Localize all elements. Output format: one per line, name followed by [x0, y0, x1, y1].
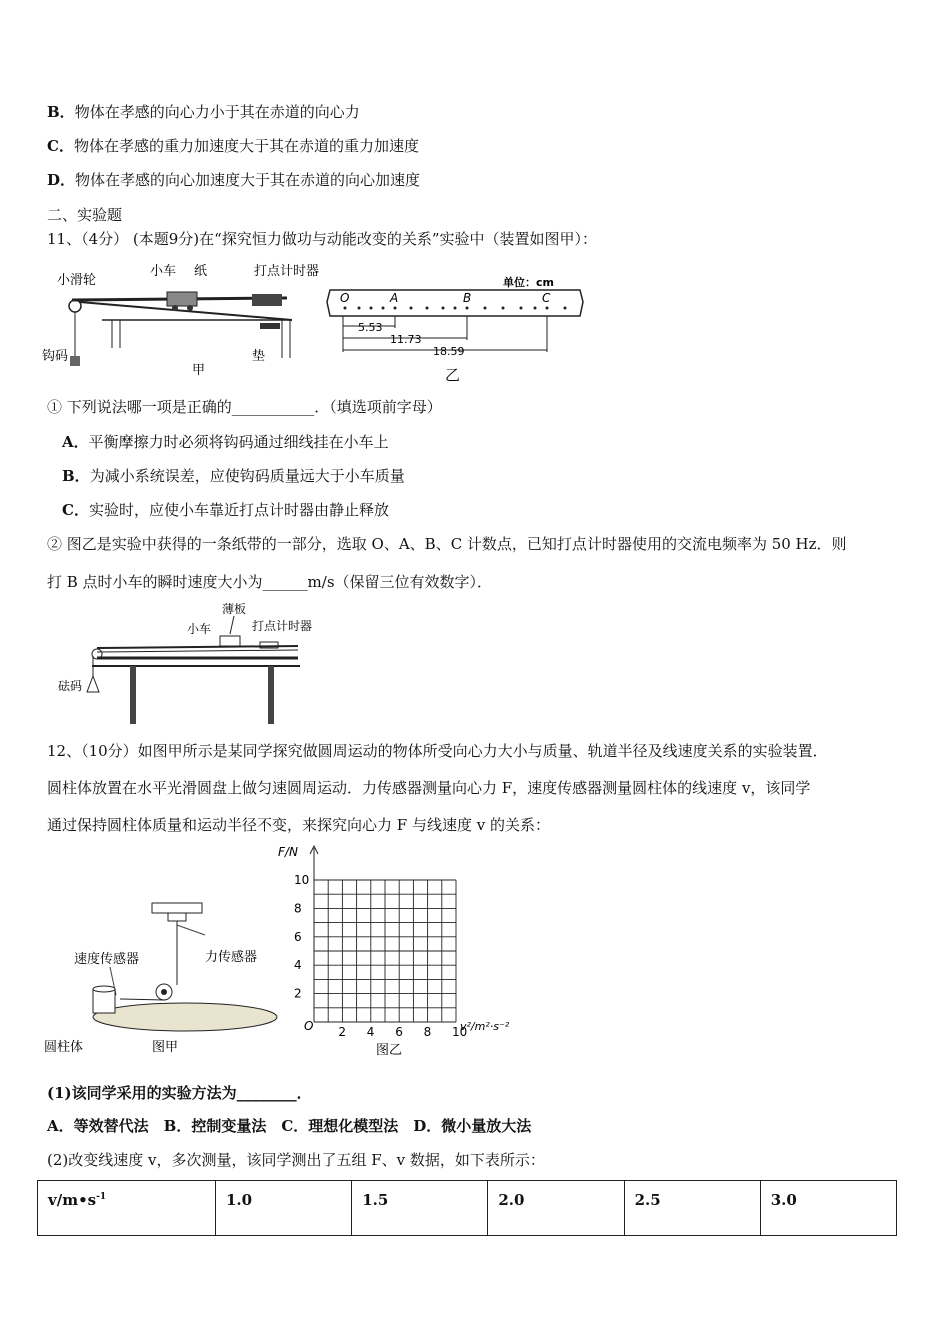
- label-cart-2: 小车: [187, 622, 212, 636]
- point-b: B: [463, 291, 472, 305]
- y-tick-label: 6: [294, 929, 302, 944]
- x-tick-label: 6: [395, 1025, 403, 1039]
- q12-line2: 圆柱体放置在水平光滑圆盘上做匀速圆周运动．力传感器测量向心力 F，速度传感器测量圆柱体的线速度 v，该同学: [47, 779, 811, 797]
- label-weight-2: 砝码: [58, 679, 83, 693]
- label-pad: 垫: [252, 349, 266, 364]
- label-paper: 纸: [194, 264, 208, 279]
- table-cell: 2.5: [624, 1181, 760, 1236]
- table-row: [38, 1181, 897, 1236]
- dist-oa: 5.53: [358, 321, 383, 334]
- q12-sub1-options: A．等效替代法 B．控制变量法 C．理想化模型法 D．微小量放大法: [47, 1117, 532, 1135]
- caption-jia-2: 图甲: [152, 1040, 179, 1055]
- caption-yi: 乙: [445, 366, 461, 384]
- option-b: B．物体在孝感的向心力小于其在赤道的向心力: [47, 103, 360, 121]
- q12-sub2: (2)改变线速度 v，多次测量，该同学测出了五组 F、v 数据，如下表所示：: [47, 1151, 545, 1169]
- label-timer-2: 打点计时器: [252, 619, 312, 633]
- axis-xlabel: v²/m²·s⁻²: [460, 1020, 510, 1033]
- q12-figure-yi: [270, 842, 530, 1060]
- q11-opt-c: C．实验时，应使小车靠近打点计时器由静止释放: [62, 501, 389, 519]
- label-force-sensor: 力传感器: [205, 950, 258, 965]
- label-timer: 打点计时器: [254, 264, 320, 279]
- y-tick-label: 4: [294, 958, 302, 973]
- velocity-table: [37, 1180, 897, 1236]
- table-cell: 3.0: [760, 1181, 896, 1236]
- label-pulley: 小滑轮: [57, 273, 97, 288]
- axis-ylabel: F/N: [278, 845, 298, 859]
- option-c: C．物体在孝感的重力加速度大于其在赤道的重力加速度: [47, 137, 419, 155]
- table-cell: 1.0: [216, 1181, 352, 1236]
- point-a: A: [390, 291, 399, 305]
- label-cylinder: 圆柱体: [44, 1040, 84, 1055]
- q11-opt-b: B．为减小系统误差，应使钩码质量远大于小车质量: [62, 467, 405, 485]
- label-cart: 小车: [150, 264, 177, 279]
- tape-unit: 单位：cm: [503, 276, 554, 289]
- caption-yi-2: 图乙: [376, 1043, 403, 1058]
- q12-line3: 通过保持圆柱体质量和运动半径不变，来探究向心力 F 与线速度 v 的关系：: [47, 816, 550, 834]
- q12-figure-jia: [40, 895, 280, 1060]
- q11-sub2-line1: ② 图乙是实验中获得的一条纸带的一部分，选取 O、A、B、C 计数点，已知打点计时器使用的交流电频率为 50 Hz．则: [47, 535, 847, 553]
- option-d: D．物体在孝感的向心加速度大于其在赤道的向心加速度: [47, 171, 421, 189]
- section-title: 二、实验题: [47, 206, 123, 224]
- q11-intro: 11、（4分） (本题9分)在“探究恒力做功与动能改变的关系”实验中（装置如图甲）：: [47, 230, 597, 248]
- table-cell: 2.0: [488, 1181, 624, 1236]
- label-board: 薄板: [222, 602, 247, 616]
- dist-ob: 11.73: [390, 333, 422, 346]
- dist-oc: 18.59: [433, 345, 465, 358]
- x-tick-label: 8: [423, 1025, 432, 1039]
- q11-sub1: ① 下列说法哪一项是正确的___________．（填选项前字母）: [47, 398, 442, 416]
- q11-sub2-line2: 打 B 点时小车的瞬时速度大小为______m/s（保留三位有效数字）．: [47, 573, 493, 591]
- axis-origin: O: [304, 1019, 314, 1033]
- y-tick-label: 10: [294, 873, 310, 887]
- q12-sub1: (1)该同学采用的实验方法为________．: [47, 1084, 312, 1102]
- q11-figure-yi: [325, 270, 590, 386]
- q11-figure-jia: [42, 258, 342, 380]
- point-c: C: [542, 291, 551, 305]
- q12-line1: 12、（10分）如图甲所示是某同学探究做圆周运动的物体所受向心力大小与质量、轨道半径及线速度关系的实验装置．: [47, 742, 828, 760]
- label-weight: 钩码: [42, 349, 69, 364]
- table-header-cell: $v/m•s^{-1}$: [38, 1181, 216, 1236]
- x-tick-label: 10: [452, 1025, 468, 1039]
- x-tick-label: 2: [338, 1025, 347, 1039]
- label-speed-sensor: 速度传感器: [74, 952, 140, 967]
- q11-figure-board: [52, 600, 312, 728]
- table-cell: 1.5: [352, 1181, 488, 1236]
- x-tick-label: 4: [366, 1025, 375, 1039]
- caption-jia: 甲: [192, 363, 206, 378]
- q11-opt-a: A．平衡摩擦力时必须将钩码通过细线挂在小车上: [62, 433, 389, 451]
- point-o: O: [340, 291, 350, 305]
- y-tick-label: 2: [294, 986, 302, 1001]
- y-tick-label: 8: [294, 901, 302, 916]
